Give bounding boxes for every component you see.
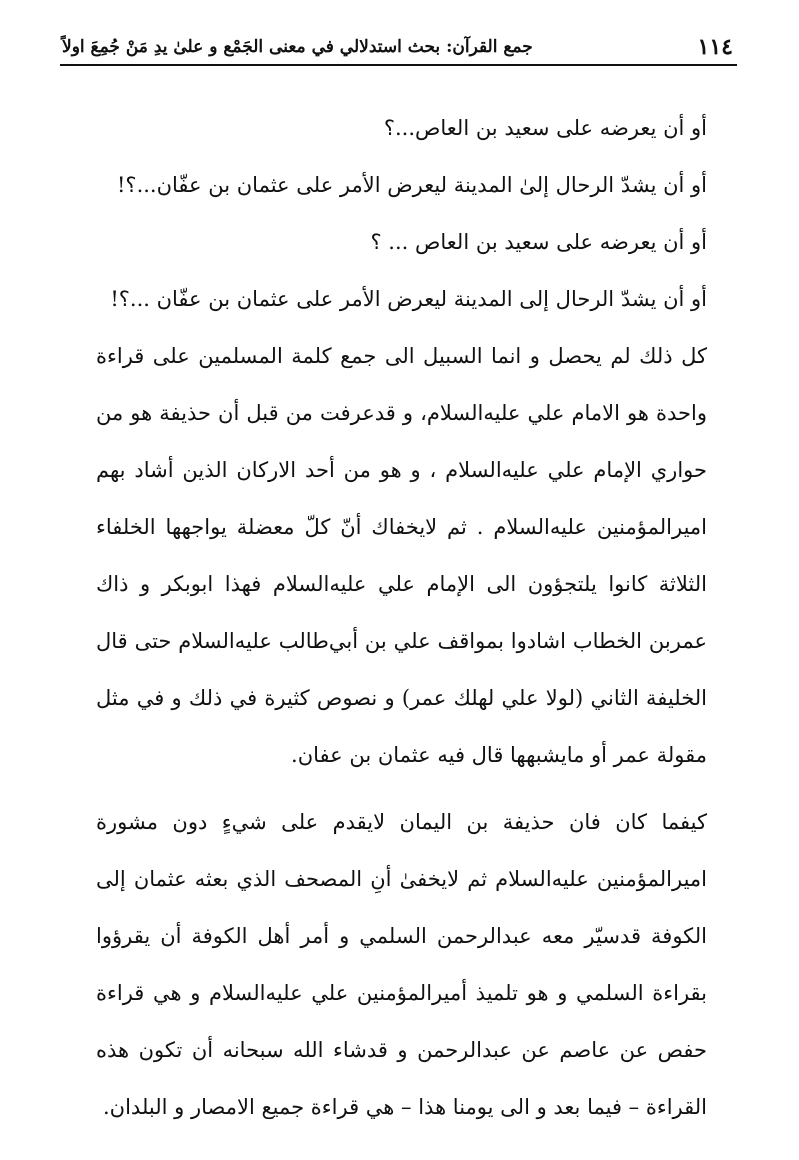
running-title: جمع القرآن: بحث استدلالي في معنى الجَمْع و علىٰ يدِ مَنْ جُمِعَ اولاً bbox=[62, 37, 533, 57]
question-line: أو أن يعرضه على سعيد بن العاص...؟ bbox=[383, 116, 707, 140]
page-number: ١١٤ bbox=[697, 34, 733, 60]
question-line: أو أن يعرضه على سعيد بن العاص ... ؟ bbox=[370, 230, 707, 254]
page-header bbox=[62, 34, 733, 64]
header-divider bbox=[60, 64, 737, 66]
page-body bbox=[96, 100, 707, 1136]
question-line: أو أن يشدّ الرحال إلىٰ المدينة ليعرض الأمر على عثمان بن عفّان...؟! bbox=[116, 173, 707, 197]
body-paragraph: كل ذلك لم يحصل و انما السبيل الى جمع كلمة المسلمين على قراءة واحدة هو الامام علي عليه‌السلام، و قدعرفت من قبل أن حذيفة هو من حواري الإمام علي عليه‌السلام ، و هو من أحد الاركان الذين أشاد بهم اميرالمؤمنين عليه‌السلام . ثم لايخفاك أنّ كلّ معضلة يواجهها الخلفاء الثلاثة كانوا يلتجؤون الى الإمام علي عليه‌السلام فهذا ابوبكر و ذاك عمربن الخطاب اشادوا بمواقف علي بن أبي‌طالب عليه‌السلام حتى قال الخليفة الثاني (لولا علي لهلك عمر) و نصوص كثيرة في ذلك و في مثل مقولة عمر أو مايشبهها قال فيه عثمان بن عفان. bbox=[96, 344, 707, 767]
body-paragraph: كيفما كان فان حذيفة بن اليمان لايقدم على شيءٍ دون مشورة اميرالمؤمنين عليه‌السلام ثم لايخفىٰ أنِ المصحف الذي بعثه عثمان إلى الكوفة قدسيّر معه عبدالرحمن السلمي و أمر أهل الكوفة أن يقرؤوا بقراءة السلمي و هو تلميذ أميرالمؤمنين علي عليه‌السلام و هي قراءة حفص عن عاصم عن عبدالرحمن و قدشاء الله سبحانه أن تكون هذه القراءة – فيما بعد و الى يومنا هذا – هي قراءة جميع الامصار و البلدان. bbox=[96, 810, 707, 1119]
question-line: أو أن يشدّ الرحال إلى المدينة ليعرض الأمر على عثمان بن عفّان ...؟! bbox=[110, 287, 707, 311]
